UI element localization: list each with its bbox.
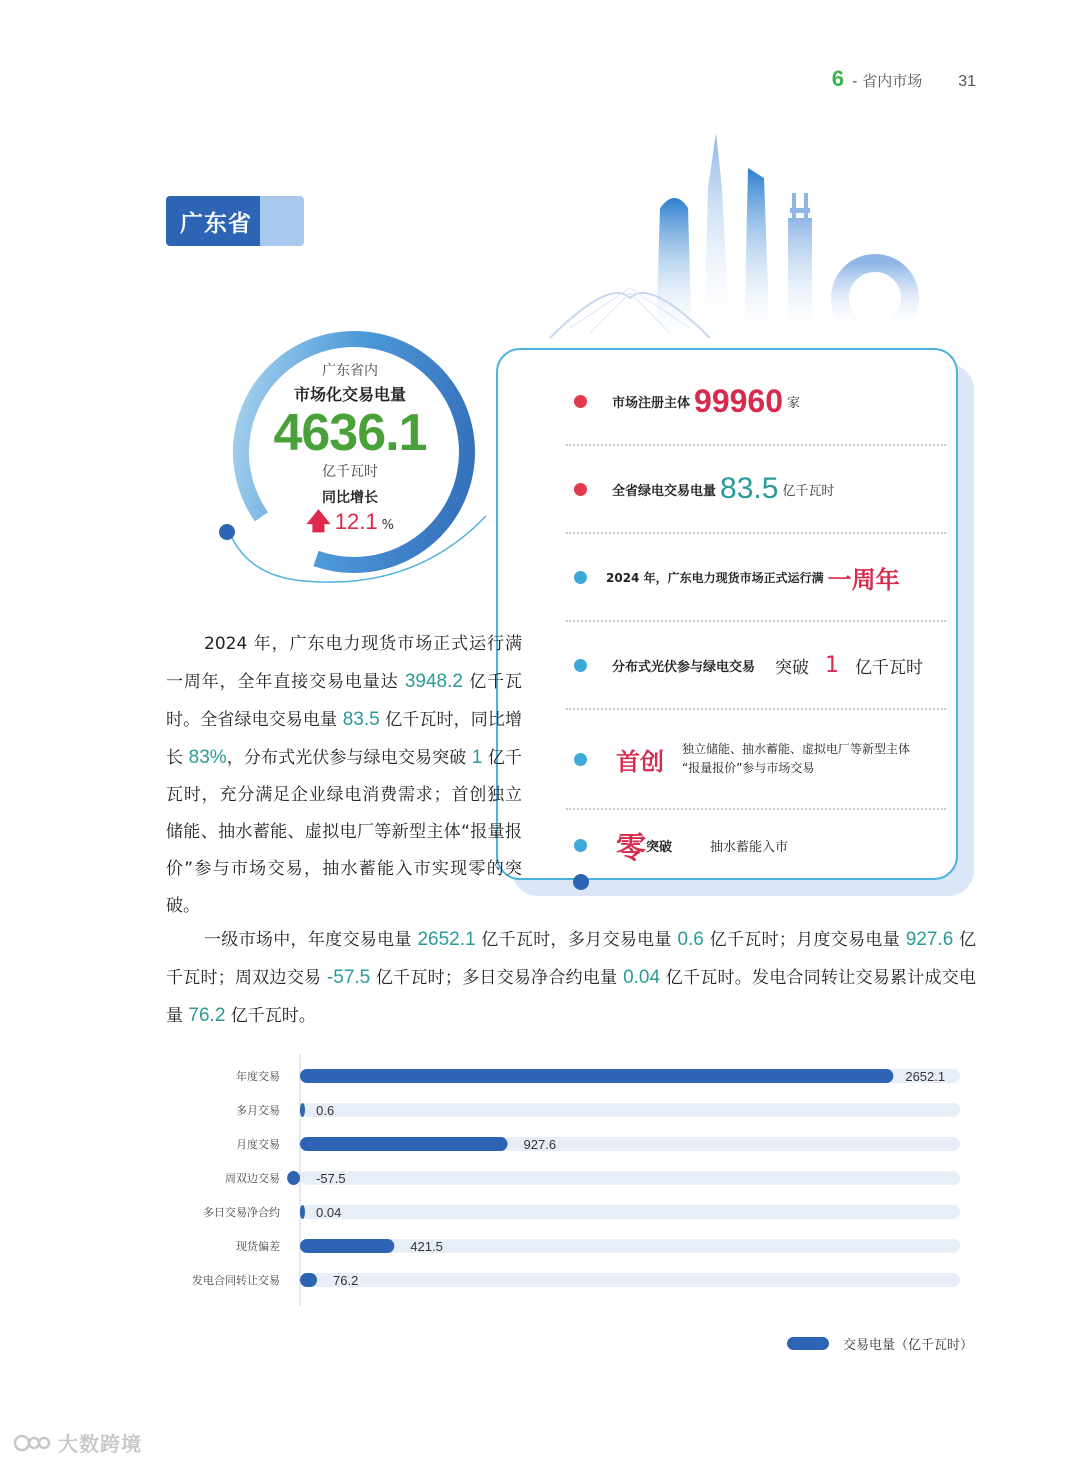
ring-label: 市场化交易电量 (293, 385, 406, 404)
bar-2 (300, 1137, 508, 1151)
red-dot-icon (574, 395, 587, 408)
watermark-text: 大数跨境 (58, 1432, 142, 1456)
value-label: 0.6 (316, 1103, 335, 1118)
text-run: 亿千瓦时；多日交易净合约电量 (370, 968, 624, 988)
value-label: -57.5 (316, 1171, 346, 1186)
stat-description (682, 740, 910, 778)
text-run: 2024 年，广东电力现货市场正式运行满一周年，全年直接交易电量达 (166, 634, 522, 692)
value-label: 0.04 (316, 1205, 342, 1220)
stat-value: 首创 (616, 747, 664, 776)
text-run: 亿千瓦时，充分满足企业绿电消费需求；首创独立储能、抽水蓄能、虚拟电厂等新型主体“报量报价”参与市场交易，抽水蓄能入市实现零的突破。 (166, 748, 522, 916)
bar-3 (287, 1171, 300, 1185)
ring-growth (255, 509, 445, 535)
stat-value: 1 (825, 652, 840, 678)
category-label: 多月交易 (236, 1104, 280, 1117)
highlight-number: 2652.1 (417, 929, 476, 950)
province-tab (166, 196, 304, 246)
trade-volume-bar-chart (180, 1050, 980, 1310)
legend-label: 交易电量（亿千瓦时） (843, 1338, 974, 1353)
text-run: 亿千瓦时。发电合同转让交易累计成交电量 (166, 968, 976, 1026)
bar-track (300, 1205, 960, 1219)
bar-track (300, 1239, 960, 1253)
text-run: 一级市场中，年度交易电量 (204, 930, 418, 950)
category-label: 发电合同转让交易 (192, 1274, 280, 1287)
bar-4 (300, 1205, 305, 1219)
growth-unit: % (381, 518, 394, 533)
stat-registered-entities (566, 358, 946, 446)
chapter-title: - 省内市场 (852, 72, 923, 90)
blue-dot-icon (574, 659, 587, 672)
body-paragraph-1 (166, 626, 522, 925)
stat-unit: 亿千瓦时 (855, 657, 924, 678)
value-label: 76.2 (333, 1273, 359, 1288)
text-run: 亿千瓦时；月度交易电量 (703, 930, 906, 950)
ring-subtitle: 广东省内 (322, 363, 378, 379)
stat-value: 83.5 (720, 472, 779, 505)
value-label: 927.6 (523, 1137, 557, 1152)
stat-label: 市场注册主体 (612, 395, 691, 411)
city-skyline-illustration (530, 128, 930, 343)
watermark-logo-icon (12, 1431, 52, 1455)
text-run: 亿千瓦时，多月交易电量 (475, 930, 678, 950)
stat-label: 2024 年，广东电力现货市场正式运行满 (606, 570, 824, 585)
blue-dot-icon (574, 839, 587, 852)
text-run: 亿千瓦时。 (225, 1006, 316, 1026)
page-number: 31 (958, 73, 976, 90)
value-label: 421.5 (410, 1239, 443, 1254)
stat-label: 抽水蓄能入市 (710, 839, 789, 855)
category-label: 现货偏差 (236, 1240, 280, 1253)
chapter-number: 6 (831, 66, 845, 91)
stat-unit: 家 (787, 395, 801, 411)
bar-6 (300, 1273, 317, 1287)
text-run: 亿千瓦时，同比增长 (166, 710, 523, 768)
stat-value: 一周年 (827, 565, 900, 594)
ring-summary (255, 360, 445, 535)
stat-line-1: 独立储能、抽水蓄能、虚拟电厂等新型主体 (682, 742, 911, 756)
category-label: 周双边交易 (225, 1172, 280, 1185)
bar-track (300, 1103, 960, 1117)
text-run: 亿千瓦时；周双边交易 (166, 930, 976, 988)
stat-label: 全省绿电交易电量 (612, 483, 717, 499)
growth-value: 12.1 (334, 509, 378, 534)
highlight-number: 927.6 (905, 929, 954, 950)
page-header (832, 66, 976, 92)
text-run: 亿千瓦时。全省绿电交易电量 (166, 672, 522, 730)
bar-1 (300, 1103, 305, 1117)
ring-unit: 亿千瓦时 (322, 464, 378, 480)
stats-list (566, 358, 946, 880)
highlight-number: 83.5 (342, 709, 380, 730)
bar-0 (300, 1069, 893, 1083)
body-paragraph-2 (166, 921, 976, 1035)
up-arrow-icon: 🡅 (306, 507, 331, 535)
panel-dot-icon (573, 874, 589, 890)
bar-track (300, 1273, 960, 1287)
category-label: 月度交易 (236, 1138, 280, 1151)
stat-mid: 突破 (775, 657, 810, 678)
highlight-number: 3948.2 (404, 671, 463, 692)
highlight-number: 0.04 (623, 967, 661, 988)
text-run: ，分布式光伏参与绿电交易突破 (226, 748, 472, 768)
highlight-number: -57.5 (326, 967, 371, 988)
value-label: 2652.1 (905, 1069, 946, 1084)
stat-distributed-pv (566, 622, 946, 710)
category-label: 年度交易 (236, 1070, 280, 1083)
highlight-number: 83% (188, 747, 227, 768)
stat-value: 零 (616, 831, 646, 866)
stat-mid: 突破 (646, 839, 673, 855)
watermark (12, 1428, 142, 1457)
legend-swatch (787, 1337, 829, 1350)
stat-unit: 亿千瓦时 (782, 483, 835, 499)
bar-track (300, 1171, 960, 1185)
ring-growth-label: 同比增长 (322, 490, 378, 506)
ring-dot-icon (219, 524, 235, 540)
stat-value: 99960 (694, 382, 783, 419)
stat-line-2: “报量报价”参与市场交易 (682, 761, 815, 775)
province-label: 广东省 (180, 211, 252, 237)
stat-spot-market (566, 534, 946, 622)
highlight-number: 1 (471, 747, 483, 768)
red-dot-icon (574, 483, 587, 496)
stat-zero-breakthrough (566, 810, 946, 880)
highlight-number: 0.6 (677, 929, 704, 950)
blue-dot-icon (574, 753, 587, 766)
highlight-number: 76.2 (188, 1005, 226, 1026)
blue-dot-icon (574, 571, 587, 584)
stat-green-power (566, 446, 946, 534)
stat-first-initiative (566, 710, 946, 810)
chart-legend (787, 1334, 973, 1353)
bar-5 (300, 1239, 394, 1253)
ring-value: 4636.1 (273, 404, 427, 462)
stat-label: 分布式光伏参与绿电交易 (612, 659, 756, 675)
category-label: 多日交易净合约 (203, 1206, 280, 1219)
